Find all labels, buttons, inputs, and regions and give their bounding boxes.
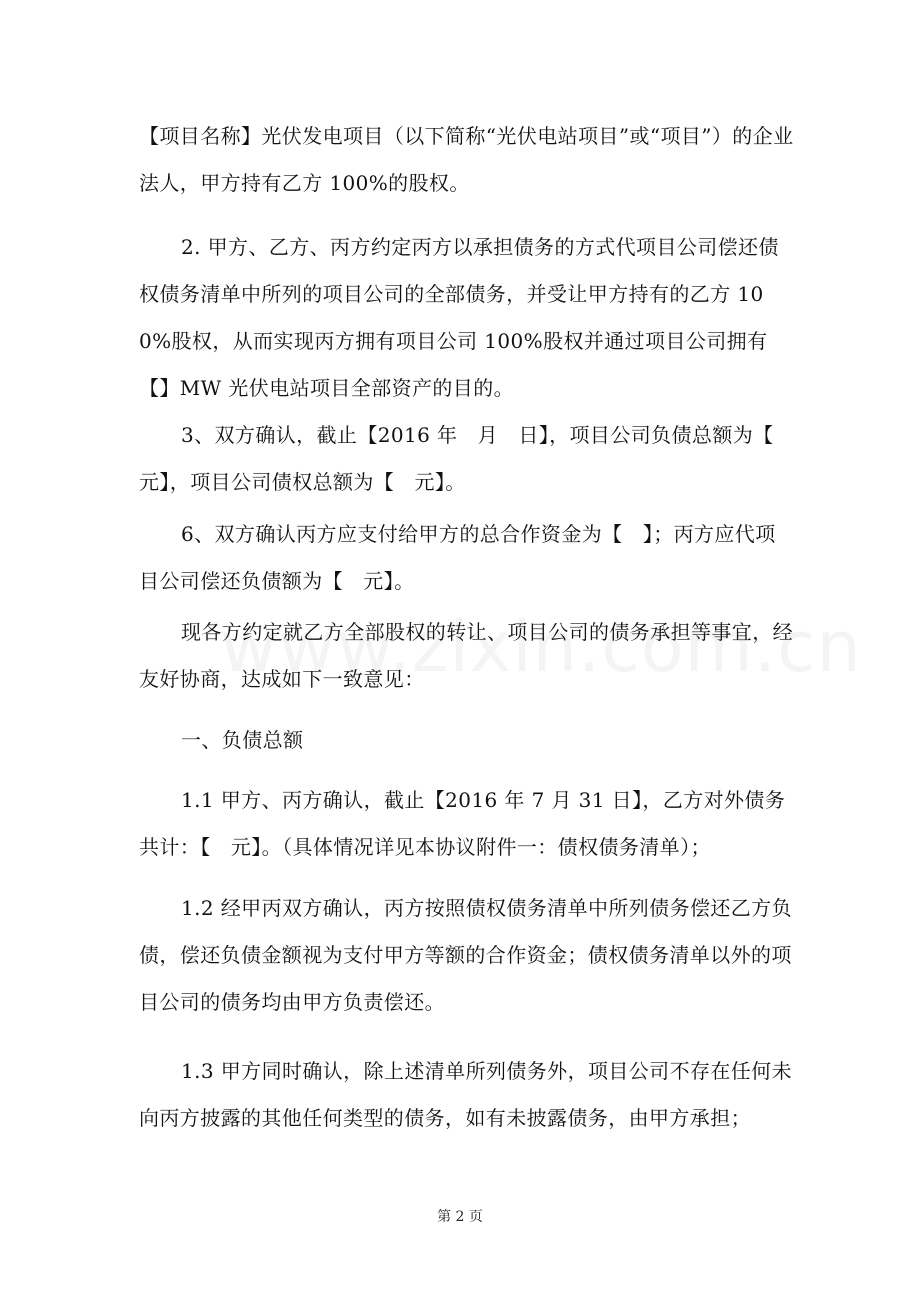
- paragraph-2: 2. 甲方、乙方、丙方约定丙方以承担债务的方式代项目公司偿还债权债务清单中所列的项目公司的全部债务，并受让甲方持有的乙方 100%股权，从而实现丙方拥有项目公司 100%股权并通过项目公司拥有【】MW 光伏电站项目全部资产的目的。: [139, 235, 779, 400]
- paragraph-4: 6、双方确认丙方应支付给甲方的总合作资金为【 】；丙方应代项目公司偿还负债额为【 元】。: [139, 522, 776, 593]
- paragraph-1: 【项目名称】光伏发电项目（以下简称“光伏电站项目”或“项目”）的企业法人，甲方持有乙方 100%的股权。: [139, 124, 794, 195]
- paragraph-5: 现各方约定就乙方全部股权的转让、项目公司的债务承担等事宜，经友好协商，达成如下一致意见：: [139, 620, 793, 691]
- section-heading: 一、负债总额: [181, 728, 304, 752]
- paragraph-1-3: 1.3 甲方同时确认，除上述清单所列债务外，项目公司不存在任何未向丙方披露的其他任何类型的债务，如有未披露债务，由甲方承担；: [139, 1059, 792, 1130]
- paragraph-1-2: 1.2 经甲丙双方确认，丙方按照债权债务清单中所列债务偿还乙方负债，偿还负债金额视为支付甲方等额的合作资金；债权债务清单以外的项目公司的债务均由甲方负责偿还。: [139, 896, 792, 1014]
- paragraph-3: 3、双方确认，截止【2016 年 月 日】，项目公司负债总额为【 元】，项目公司债权总额为【 元】。: [139, 423, 794, 494]
- page-number: 第 2 页: [437, 1209, 483, 1225]
- paragraph-1-1: 1.1 甲方、丙方确认，截止【2016 年 7 月 31 日】，乙方对外债务共计：【 元】。（具体情况详见本协议附件一：债权债务清单）；: [139, 788, 786, 859]
